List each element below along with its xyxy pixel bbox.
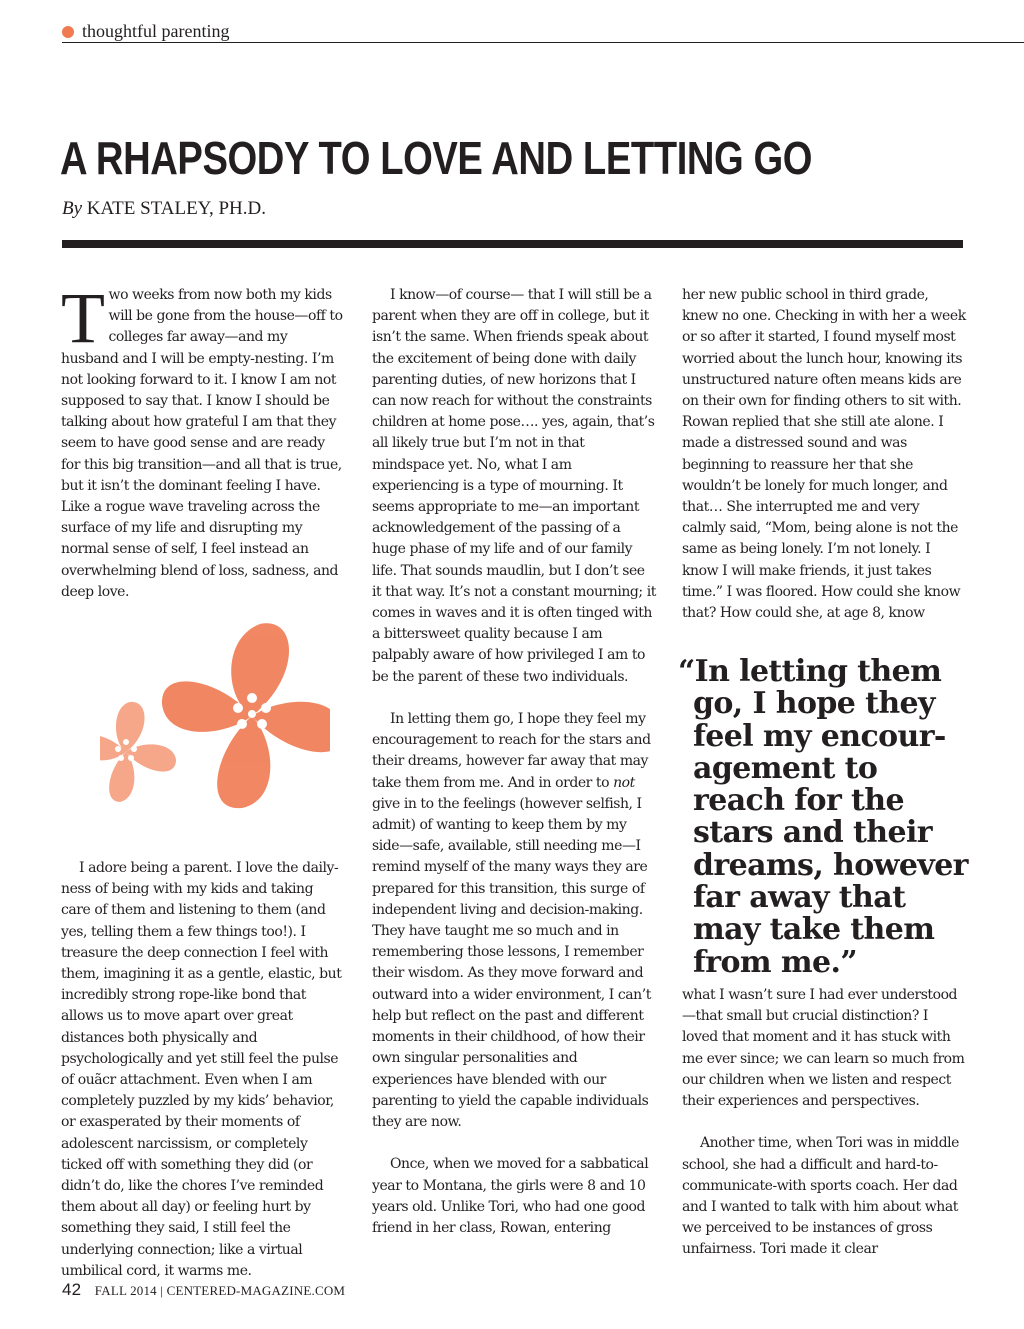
flower-illustration bbox=[100, 612, 330, 822]
column-2 bbox=[372, 285, 656, 1239]
emphasis: not bbox=[613, 774, 635, 791]
paragraph-text: give in to the feelings (however selfish, I admit) of wanting to keep them by my side—safe, available, still needing me—I remind myself of the many ways they are prepared for this transition, this surge of independent living and decision-making. They have taught me so much and in remembering those lessons, I remember their wisdom. As they move forward and outward into a wider environment, I can’t help but reflect on the past and different moments in their childhood, of how their own singular personalities and experiences have blended with our parenting to yield the capable individuals they are now. bbox=[372, 795, 651, 1130]
column-3-continued bbox=[682, 985, 966, 1261]
drop-cap: T bbox=[61, 278, 105, 358]
paragraph: what I wasn’t sure I had ever understood—that small but crucial distinction? I loved that moment and it has stuck with me ever since; we can learn so much from our children when we listen and respect their experiences and perspectives. bbox=[682, 987, 965, 1110]
paragraph: Once, when we moved for a sabbatical year to Montana, the girls were 8 and 10 years old. Unlike Tori, who had one good friend in her class, Rowan, entering bbox=[372, 1156, 649, 1236]
byline bbox=[62, 198, 266, 220]
column-1 bbox=[61, 278, 345, 603]
column-3 bbox=[682, 285, 966, 624]
paragraph bbox=[372, 709, 656, 1133]
paragraph: Another time, when Tori was in middle school, she had a difficult and hard-to-communicate-with sports coach. Her dad and I wanted to talk with him about what we perceived to be instances of gross unfairness. Tori made it clear bbox=[682, 1135, 959, 1258]
paragraph-text: In letting them go, I hope they feel my encouragement to reach for the stars and their dreams, however far away that may take them from me. And in order to bbox=[372, 711, 651, 791]
paragraph-text: wo weeks from now both my kids will be gone from the house—off to colleges far away—and my husband and I will be empty-nesting. I’m not looking forward to it. I know I am not supposed to say that. I know I should be talking about how grateful I am that they seem to have good sense and are ready for this big transition—and all that is true, but it isn’t the dominant feeling I have. Like a rogue wave traveling across the surface of my life and disrupting my normal sense of self, I feel instead an overwhelming blend of loss, sadness, and deep love. bbox=[61, 287, 343, 600]
large-flower-icon bbox=[162, 623, 330, 808]
byline-by: By bbox=[62, 198, 83, 219]
issue-info: FALL 2014 | CENTERED-MAGAZINE.COM bbox=[94, 1283, 346, 1298]
article-title: A RHAPSODY TO LOVE AND LETTING GO bbox=[60, 132, 813, 184]
paragraph: I adore being a parent. I love the daily-ness of being with my kids and taking care of them and listening to them (and yes, telling them a few things too!). I treasure the deep connection I feel with them, imagining it as a gentle, elastic, but incredibly strong rope-like bond that allows us to move apart over great distances both physically and psychologically and yet still feel the pulse of ouãcr attachment. Even when I am completely puzzled by my kids’ behavior, or exasperated by their moments of adolescent narcissism, or completely ticked off with something they did (or didn’t do, like the chores I’ve reminded them about all day) or feeling hurt by something they said, I still feel the underlying connection; like a virtual umbilical cord, it warms me. bbox=[61, 860, 342, 1279]
pull-quote-text: go, I hope they feel my encour-agement to reach for the stars and their dreams, however far away that may take them from me.” bbox=[693, 686, 968, 980]
page-number: 42 bbox=[62, 1280, 82, 1299]
paragraph: her new public school in third grade, knew no one. Checking in with her a week or so after it started, I found myself most worried about the lunch hour, knowing its unstructured nature often means kids are on their own for finding others to sit with. Rowan replied that she still ate alone. I made a distressed sound and was beginning to reassure her that she wouldn’t be lonely for much longer, and that… She interrupted me and very calmly said, “Mom, being alone is not the same as being lonely. I’m not lonely. I know I will make friends, it just takes time.” I was floored. How could she know that? How could she, at age 8, know bbox=[682, 287, 966, 622]
small-flower-icon bbox=[100, 702, 176, 802]
paragraph bbox=[61, 278, 345, 603]
byline-author: KATE STALEY, PH.D. bbox=[86, 198, 266, 219]
paragraph: I know—of course— that I will still be a parent when they are off in college, but it isn’t the same. When friends speak about the excitement of being done with daily parenting duties, of new horizons that I can now reach for without the constraints children at home pose…. yes, again, that’s all likely true but I’m not in that mindspace yet. No, what I am experiencing is a type of mourning. It seems appropriate to me—an important acknowledgement of the passing of a huge phase of my life and of our family life. That sounds maudlin, but I don’t see it that way. It’s not a constant mourning; it comes in waves and it is often tinged with a bittersweet quality because I am palpably aware of how privileged I am to be the parent of these two individuals. bbox=[372, 287, 656, 685]
pull-quote-first-line: “In letting them bbox=[678, 654, 942, 689]
column-1-continued bbox=[61, 858, 345, 1282]
page-footer bbox=[62, 1280, 345, 1300]
section-label: thoughtful parenting bbox=[82, 21, 230, 41]
section-header bbox=[62, 20, 1024, 43]
title-rule bbox=[62, 240, 963, 248]
section-bullet-icon bbox=[62, 26, 74, 38]
pull-quote bbox=[678, 656, 978, 979]
